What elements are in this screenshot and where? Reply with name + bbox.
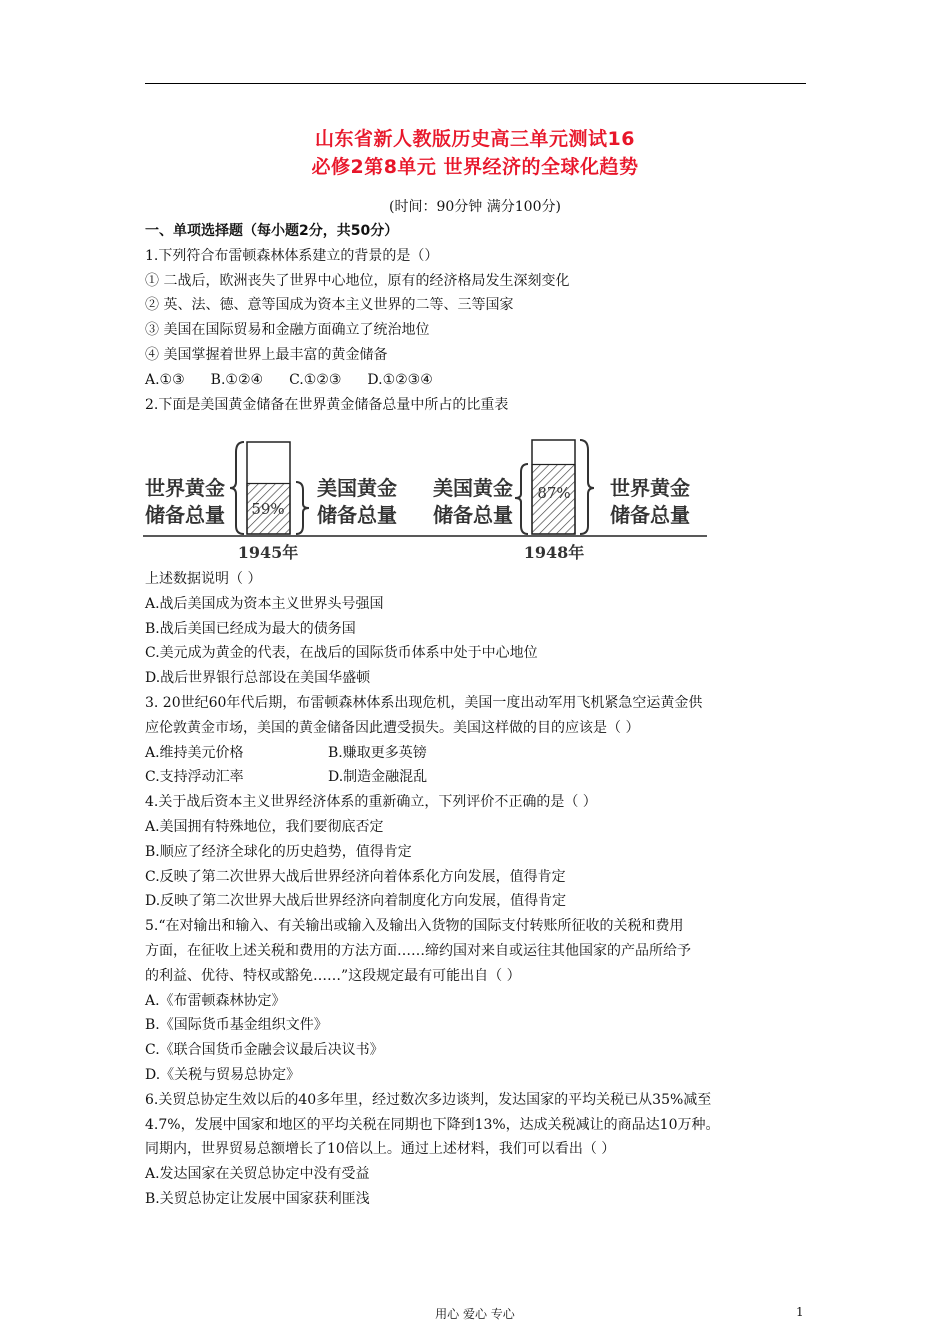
q1-item: ① 二战后，欧洲丧失了世界中心地位，原有的经济格局发生深刻变化 bbox=[145, 272, 570, 289]
pct-label-1945: 59% bbox=[251, 500, 285, 518]
brace-us-1948 bbox=[515, 464, 528, 534]
q6-line: 6.关贸总协定生效以后的40多年里，经过数次多边谈判，发达国家的平均关税已从35%减至 bbox=[145, 1091, 712, 1108]
q2-stem: 2.下面是美国黄金储备在世界黄金储备总量中所占的比重表 bbox=[145, 396, 509, 413]
q3-option-d: D.制造金融混乱 bbox=[328, 769, 428, 786]
brace-world-1948 bbox=[580, 440, 594, 534]
q1-options bbox=[145, 368, 815, 393]
q1-item: ④ 美国掌握着世界上最丰富的黄金储备 bbox=[145, 346, 388, 363]
q5-line: 5.“在对输出和输入、有关输出或输入及输出入货物的国际支付转账所征收的关税和费用 bbox=[145, 918, 684, 935]
questions-block-2 bbox=[145, 567, 815, 1212]
q4-option-c: C.反映了第二次世界大战后世界经济向着体系化方向发展，值得肯定 bbox=[145, 868, 566, 885]
exam-time-info: (时间：90分钟 满分100分) bbox=[389, 199, 561, 215]
gold-reserve-figure bbox=[140, 432, 710, 572]
header-rule bbox=[145, 83, 806, 84]
q1-item: ③ 美国在国际贸易和金融方面确立了统治地位 bbox=[145, 322, 430, 339]
q6-option-a: A.发达国家在关贸总协定中没有受益 bbox=[145, 1166, 370, 1183]
label-us-total-1: 美国黄金 bbox=[317, 476, 397, 500]
brace-us-1945 bbox=[296, 482, 309, 534]
year-1948: 1948年 bbox=[523, 543, 585, 562]
q5-line: 方面，在征收上述关税和费用的方法方面……缔约国对来自或运往其他国家的产品所给予 bbox=[145, 942, 691, 959]
q3-option-c: C.支持浮动汇率 bbox=[145, 769, 244, 786]
q5-line: 的利益、优待、特权或豁免……”这段规定最有可能出自（ ） bbox=[145, 967, 521, 984]
q1-option-a: A.①③ bbox=[145, 371, 185, 388]
pct-label-1948: 87% bbox=[537, 484, 571, 502]
q1-option-d: D.①②③④ bbox=[367, 371, 433, 388]
section-heading: 一、单项选择题（每小题2分，共50分） bbox=[145, 223, 399, 239]
label-us-total-2b: 储备总量 bbox=[433, 503, 513, 527]
q5-option-a: A.《布雷顿森林协定》 bbox=[145, 992, 286, 1009]
q2-option-d: D.战后世界银行总部设在美国华盛顿 bbox=[145, 670, 371, 687]
q2-option-b: B.战后美国已经成为最大的债务国 bbox=[145, 620, 356, 637]
questions-block-1 bbox=[145, 219, 815, 417]
q5-option-c: C.《联合国货币金融会议最后决议书》 bbox=[145, 1042, 384, 1059]
q6-option-b: B.关贸总协定让发展中国家获利匪浅 bbox=[145, 1190, 370, 1207]
label-world-total-1: 世界黄金 bbox=[145, 476, 225, 500]
q3-line: 3. 20世纪60年代后期，布雷顿森林体系出现危机，美国一度出动军用飞机紧急空运黄金供 bbox=[145, 694, 703, 711]
q6-line: 4.7%，发展中国家和地区的平均关税在同期也下降到13%，达成关税减让的商品达10万种。 bbox=[145, 1116, 720, 1133]
q2-option-a: A.战后美国成为资本主义世界头号强国 bbox=[145, 595, 384, 612]
q4-option-b: B.顺应了经济全球化的历史趋势，值得肯定 bbox=[145, 843, 412, 860]
q1-stem: 1.下列符合布雷顿森林体系建立的背景的是（） bbox=[145, 247, 439, 264]
q1-item: ② 英、法、德、意等国成为资本主义世界的二等、三等国家 bbox=[145, 297, 514, 314]
q3-option-a: A.维持美元价格 bbox=[145, 744, 244, 761]
q2-prompt: 上述数据说明（ ） bbox=[145, 571, 262, 587]
label-us-total-1b: 储备总量 bbox=[317, 503, 397, 527]
title-line-1: 山东省新人教版历史高三单元测试16 bbox=[315, 128, 635, 150]
q3-options-row bbox=[145, 741, 815, 766]
label-world-total-1b: 储备总量 bbox=[145, 503, 225, 527]
q4-stem: 4.关于战后资本主义世界经济体系的重新确立，下列评价不正确的是（ ） bbox=[145, 794, 597, 811]
q6-line: 同期内，世界贸易总额增长了10倍以上。通过上述材料，我们可以看出（ ） bbox=[145, 1141, 616, 1158]
page-number: 1 bbox=[796, 1305, 804, 1319]
q5-option-b: B.《国际货币基金组织文件》 bbox=[145, 1017, 328, 1034]
brace-world-1945 bbox=[230, 442, 244, 534]
year-1945: 1945年 bbox=[237, 543, 299, 562]
q1-option-c: C.①②③ bbox=[289, 371, 342, 388]
page-footer: 用心 爱心 专心 bbox=[435, 1307, 515, 1321]
label-world-total-2: 世界黄金 bbox=[610, 476, 690, 500]
q2-option-c: C.美元成为黄金的代表，在战后的国际货币体系中处于中心地位 bbox=[145, 645, 538, 662]
title-line-2: 必修2第8单元 世界经济的全球化趋势 bbox=[311, 156, 639, 178]
q3-option-b: B.赚取更多英镑 bbox=[328, 744, 427, 761]
q3-line: 应伦敦黄金市场，美国的黄金储备因此遭受损失。美国这样做的目的应该是（ ） bbox=[145, 719, 640, 736]
q4-option-d: D.反映了第二次世界大战后世界经济向着制度化方向发展，值得肯定 bbox=[145, 893, 567, 910]
label-world-total-2b: 储备总量 bbox=[610, 503, 690, 527]
q5-option-d: D.《关税与贸易总协定》 bbox=[145, 1066, 301, 1083]
q3-options-row bbox=[145, 765, 815, 790]
q1-option-b: B.①②④ bbox=[210, 371, 264, 388]
q4-option-a: A.美国拥有特殊地位，我们要彻底否定 bbox=[145, 818, 384, 835]
label-us-total-2: 美国黄金 bbox=[433, 476, 513, 500]
